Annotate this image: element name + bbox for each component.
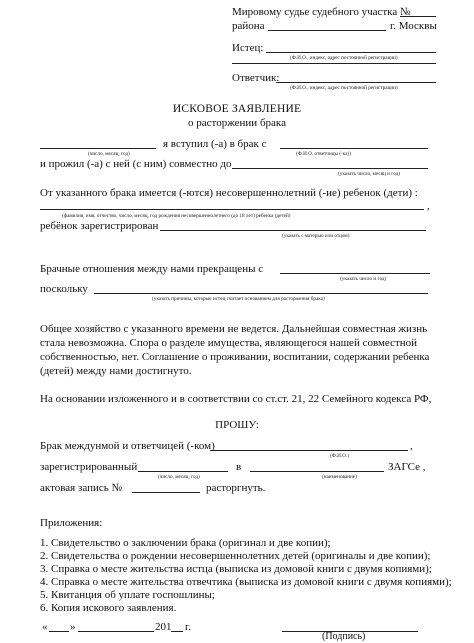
attachment-item: 2. Свидетельства о рождении несовершеннолетних детей (оригиналы и две копии); bbox=[40, 550, 431, 562]
relations-because-label: поскольку bbox=[40, 283, 88, 295]
relations-ended-hint: (указать число и год) bbox=[340, 276, 387, 282]
attachment-item: 3. Справка о месте жительства истца (выписка из домовой книги с двумя копиями); bbox=[40, 563, 432, 575]
plaintiff-hint: (Ф.И.О., индекс, адрес постоянной регистрации) bbox=[290, 55, 398, 61]
signature-hint: (Подпись) bbox=[322, 631, 366, 642]
registry-office-hint: (наименование) bbox=[322, 474, 357, 480]
plaintiff-label: Истец: bbox=[232, 42, 264, 54]
defendant-hint: (Ф.И.О., индекс, адрес постоянной регистрации) bbox=[290, 85, 398, 91]
date-quote-open: « bbox=[42, 621, 48, 633]
document-title: ИСКОВОЕ ЗАЯВЛЕНИЕ bbox=[172, 103, 302, 115]
date-day-line[interactable] bbox=[49, 631, 69, 632]
request-line-1-end: , bbox=[410, 440, 413, 452]
attachment-item: 6. Копия искового заявления. bbox=[40, 602, 177, 614]
cohabitation-text: и прожил (-а) с ней (с ним) совместно до bbox=[40, 158, 232, 170]
attachment-item: 5. Квитанция об уплате госпошлины; bbox=[40, 589, 215, 601]
date-quote-close: » bbox=[70, 621, 76, 633]
registry-office-suffix: ЗАГСе , bbox=[388, 461, 426, 473]
request-line-1: Брак междунмой и ответчицей (-ком) bbox=[40, 440, 215, 452]
attachments-heading: Приложения: bbox=[40, 517, 103, 529]
date-year: 201 bbox=[155, 621, 172, 633]
spouse-name-line[interactable] bbox=[280, 148, 428, 149]
child-registered-label: ребёнок зарегистрирован bbox=[40, 220, 159, 232]
children-intro: От указанного брака имеется (-ются) несовершеннолетний (-ие) ребенок (дети) : bbox=[40, 187, 418, 199]
court-district-line[interactable] bbox=[268, 30, 386, 31]
marriage-date-line[interactable] bbox=[40, 148, 156, 149]
relations-because-hint: (указать причины, которые истец считает основанием для расторжения брака) bbox=[152, 296, 325, 302]
court-line-1: Мировому судье судебного участка № bbox=[232, 6, 411, 18]
children-comma: , bbox=[427, 200, 430, 212]
defendant-line[interactable] bbox=[276, 82, 436, 83]
spouse-full-name-line[interactable] bbox=[210, 450, 408, 451]
date-year-line[interactable] bbox=[171, 631, 183, 632]
spouse-name-hint: (Ф.И.О. ответчицы (-ка)) bbox=[296, 151, 351, 157]
cohabitation-date-line[interactable] bbox=[232, 168, 428, 169]
attachment-item: 1. Свидетельство о заключении брака (оригинал и две копии); bbox=[40, 537, 331, 549]
cohabitation-hint: (указать число, месяц и год) bbox=[338, 171, 401, 177]
plaintiff-line[interactable] bbox=[266, 52, 436, 53]
registration-date-line[interactable] bbox=[138, 471, 228, 472]
document-subtitle: о расторжении брака bbox=[188, 117, 286, 129]
registration-date-hint: (число, месяц, год) bbox=[158, 474, 200, 480]
child-registered-line[interactable] bbox=[160, 230, 426, 231]
date-month-line[interactable] bbox=[78, 631, 154, 632]
request-heading: ПРОШУ: bbox=[215, 419, 259, 431]
registry-office-line[interactable] bbox=[250, 471, 384, 472]
marriage-text: я вступил (-а) в брак с bbox=[163, 138, 267, 150]
relations-because-line[interactable] bbox=[94, 293, 428, 294]
registered-in: в bbox=[236, 461, 242, 473]
registered-label: зарегистрированный bbox=[40, 461, 138, 473]
children-line[interactable] bbox=[40, 209, 424, 210]
date-year-suffix: г. bbox=[185, 621, 192, 633]
attachment-item: 4. Справка о месте жительства отвечтика (выписка из домовой книги с двумя копиями); bbox=[40, 576, 452, 588]
court-district-label: района bbox=[232, 20, 265, 32]
child-registered-hint: (указать с матерью или отцом) bbox=[282, 233, 350, 239]
defendant-label: Ответчик: bbox=[232, 72, 280, 84]
plaintiff-line-2[interactable] bbox=[232, 63, 436, 64]
relations-ended-line[interactable] bbox=[280, 273, 430, 274]
legal-basis: На основании изложенного и в соответствии со ст.ст. 21, 22 Семейного кодекса РФ, bbox=[40, 393, 432, 405]
spouse-full-name-hint: (Ф.И.О.) bbox=[330, 453, 349, 459]
record-number-line[interactable] bbox=[132, 492, 200, 493]
children-hint: (фамилия, имя, отчество, число, месяц, год рождения несовершеннолетнего (до 18 лет) ребенка (детей) bbox=[62, 213, 291, 219]
dissolve-text: расторгнуть. bbox=[206, 482, 266, 494]
marriage-date-hint: (число, месяц, год) bbox=[88, 151, 130, 157]
record-label: актовая запись № bbox=[40, 482, 122, 494]
relations-ended-text: Брачные отношения между нами прекращены с bbox=[40, 263, 264, 275]
court-number-line[interactable] bbox=[400, 16, 436, 17]
court-city: г. Москвы bbox=[390, 20, 437, 32]
household-paragraph: Общее хозяйство с указанного времени не ведется. Дальнейшая совместная жизнь стала невозможна. Спора о разделе имущества, являющегося нашей совместной собственностью, нет. Соглашение о проживании, воспитании, содержании ребенка (детей) между нами достигнуто. bbox=[40, 323, 430, 377]
